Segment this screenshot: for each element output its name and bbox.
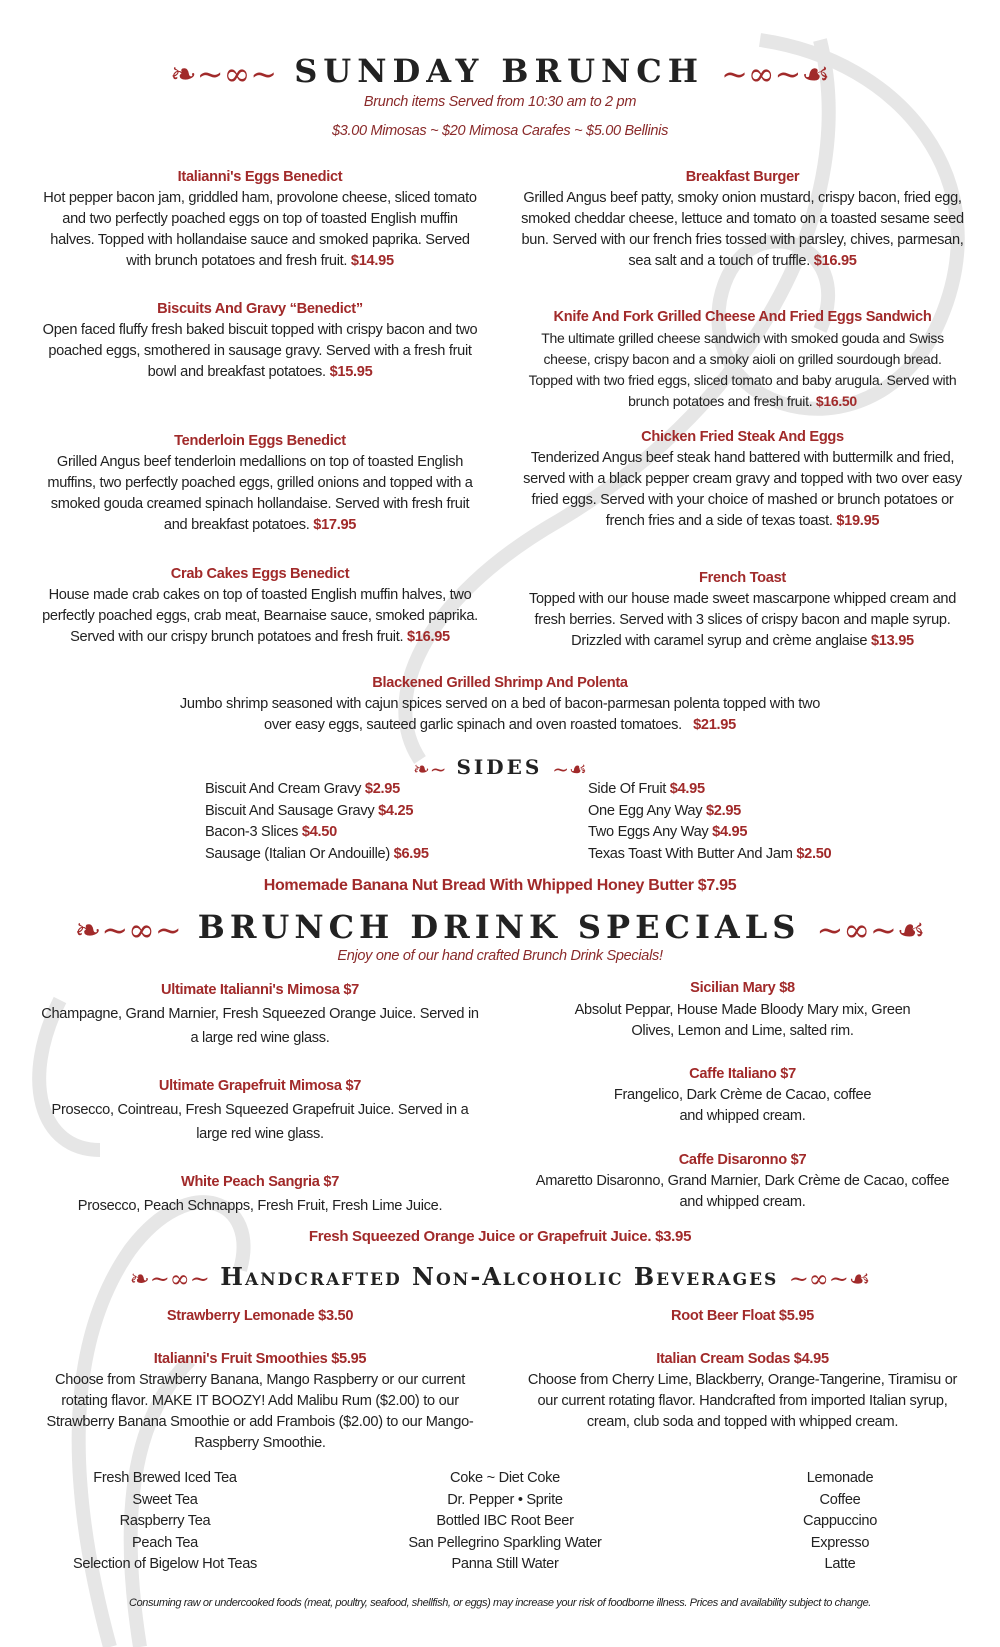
flourish-right-icon: ~☙: [552, 756, 587, 781]
non-alcoholic-title: ❧~∞~ Handcrafted Non-Alcoholic Beverages ~∞~☙: [129, 1262, 871, 1293]
menu-item: French Toast Topped with our house made sweet mascarpone whipped cream and fresh berries. Served with 3 slices of crispy bacon and maple syrup. Drizzled with caramel syrup and crème anglaise $13.95: [528, 570, 957, 649]
menu-item: Knife And Fork Grilled Cheese And Fried Eggs Sandwich The ultimate grilled cheese sandwich with smoked gouda and Swiss cheese, crispy bacon and a smoky aioli on grilled sourdough bread. Topped with two fried eggs, sliced tomato and baby arugula. Served with brunch potatoes and fresh fruit. $16.50: [528, 309, 957, 409]
banana-bread-feature: Homemade Banana Nut Bread With Whipped Honey Butter $7.95: [263, 877, 737, 894]
juice-feature: Fresh Squeezed Orange Juice or Grapefruit Juice. $3.95: [308, 1228, 692, 1245]
flourish-right-icon: ~∞~☙: [816, 910, 926, 949]
beverage-list-sodas: Coke ~ Diet Coke Dr. Pepper • Sprite Bottled IBC Root Beer San Pellegrino Sparkling Water Panna Still Water: [408, 1470, 602, 1572]
beverage-item: Strawberry Lemonade $3.50: [166, 1308, 354, 1324]
brunch-deals: $3.00 Mimosas ~ $20 Mimosa Carafes ~ $5.00 Bellinis: [331, 123, 669, 139]
drink-item: Ultimate Italianni's Mimosa $7 Champagne, Grand Marnier, Fresh Squeezed Orange Juice. Served in a large red wine glass.: [41, 982, 479, 1046]
drink-item: White Peach Sangria $7 Prosecco, Peach Schnapps, Fresh Fruit, Fresh Lime Juice.: [77, 1174, 443, 1214]
flourish-left-icon: ❧~∞~: [169, 54, 278, 93]
flourish-left-icon: ❧~: [413, 756, 447, 781]
flourish-right-icon: ~∞~☙: [788, 1264, 871, 1293]
drink-item: Sicilian Mary $8 Absolut Peppar, House Made Bloody Mary mix, Green Olives, Lemon and Lime, salted rim.: [574, 980, 911, 1039]
sides-title: ❧~ SIDES ~☙: [413, 755, 587, 781]
beverage-list-coffee: Lemonade Coffee Cappuccino Expresso Latte: [802, 1470, 878, 1572]
menu-item: Biscuits And Gravy “Benedict” Open faced fluffy fresh baked biscuit topped with crispy bacon and two poached eggs, smothered in sausage gravy. Served with a fresh fruit bowl and breakfast potatoes. $15.95: [42, 301, 478, 380]
drink-item: Ultimate Grapefruit Mimosa $7 Prosecco, Cointreau, Fresh Squeezed Grapefruit Juice. Served in a large red wine glass.: [51, 1078, 469, 1142]
beverage-item: Root Beer Float $5.95: [671, 1308, 814, 1324]
beverage-item: Italianni's Fruit Smoothies $5.95 Choose from Strawberry Banana, Mango Raspberry or our current rotating flavor. MAKE IT BOOZY! Add Malibu Rum ($2.00) to our Strawberry Banana Smoothie or add Frambois ($2.00) to our Mango-Raspberry Smoothie.: [46, 1351, 474, 1451]
flourish-left-icon: ❧~∞~: [74, 910, 182, 949]
menu-item: Italianni's Eggs Benedict Hot pepper bacon jam, griddled ham, provolone cheese, sliced tomato and two perfectly poached eggs on top of toasted English muffin halves. Topped with hollandaise sauce and smoked paprika. Served with brunch potatoes and fresh fruit. $14.95: [43, 169, 477, 269]
sides-right-list: Side Of Fruit $4.95 One Egg Any Way $2.95 Two Eggs Any Way $4.95 Texas Toast With Butter And Jam $2.50: [588, 781, 832, 862]
sides-left-list: Biscuit And Cream Gravy $2.95 Biscuit And Sausage Gravy $4.25 Bacon-3 Slices $4.50 Sausage (Italian Or Andouille) $6.95: [205, 781, 429, 862]
sunday-brunch-title: ❧~∞~ SUNDAY BRUNCH ~∞~☙: [169, 52, 831, 93]
menu-item: Blackened Grilled Shrimp And Polenta Jumbo shrimp seasoned with cajun spices served on a bed of bacon-parmesan polenta topped with two over easy eggs, sauteed garlic spinach and oven roasted tomatoes. $21.95: [179, 675, 821, 733]
menu-item: Chicken Fried Steak And Eggs Tenderized Angus beef steak hand battered with buttermilk and fried, served with a black pepper cream gravy and topped with two over easy fried eggs. Served with your choice of mashed or brunch potatoes or french fries and a side of texas toast. $19.95: [523, 429, 962, 529]
menu-item: Breakfast Burger Grilled Angus beef patty, smoky onion mustard, crispy bacon, fried egg, smoked cheddar cheese, lettuce and tomato on a toasted sesame seed bun. Served with our french fries tossed with parsley, chives, parmesan, sea salt and a touch of truffle. $16.95: [521, 169, 964, 269]
drink-item: Caffe Italiano $7 Frangelico, Dark Crème de Cacao, coffee and whipped cream.: [613, 1066, 872, 1124]
beverage-list-teas: Fresh Brewed Iced Tea Sweet Tea Raspberry Tea Peach Tea Selection of Bigelow Hot Teas: [72, 1470, 258, 1572]
food-safety-disclaimer: Consuming raw or undercooked foods (meat, poultry, seafood, shellfish, or eggs) may increase your risk of foodborne illness. Prices and availability subject to change.: [129, 1597, 871, 1609]
drink-specials-subtitle: Enjoy one of our hand crafted Brunch Drink Specials!: [337, 948, 663, 964]
flourish-left-icon: ❧~∞~: [129, 1264, 210, 1293]
flourish-right-icon: ~∞~☙: [721, 54, 831, 93]
drink-item: Caffe Disaronno $7 Amaretto Disaronno, Grand Marnier, Dark Crème de Cacao, coffee and whipped cream.: [535, 1152, 950, 1210]
menu-item: Tenderloin Eggs Benedict Grilled Angus beef tenderloin medallions on top of toasted English muffins, two perfectly poached eggs, grilled onions and topped with a smoked gouda creamed spinach hollandaise. Served with fresh fruit and breakfast potatoes. $17.95: [47, 433, 473, 533]
brunch-hours: Brunch items Served from 10:30 am to 2 pm: [363, 94, 637, 110]
drink-specials-title: ❧~∞~ BRUNCH DRINK SPECIALS ~∞~☙: [74, 908, 926, 949]
menu-item: Crab Cakes Eggs Benedict House made crab cakes on top of toasted English muffin halves, two perfectly poached eggs, crab meat, Bearnaise sauce, smoked paprika. Served with our crispy brunch potatoes and fresh fruit. $16.95: [42, 566, 478, 645]
beverage-item: Italian Cream Sodas $4.95 Choose from Cherry Lime, Blackberry, Orange-Tangerine, Tiramisu or our current rotating flavor. Handcrafted from imported Italian syrup, cream, club soda and topped with whipped cream.: [527, 1351, 958, 1430]
